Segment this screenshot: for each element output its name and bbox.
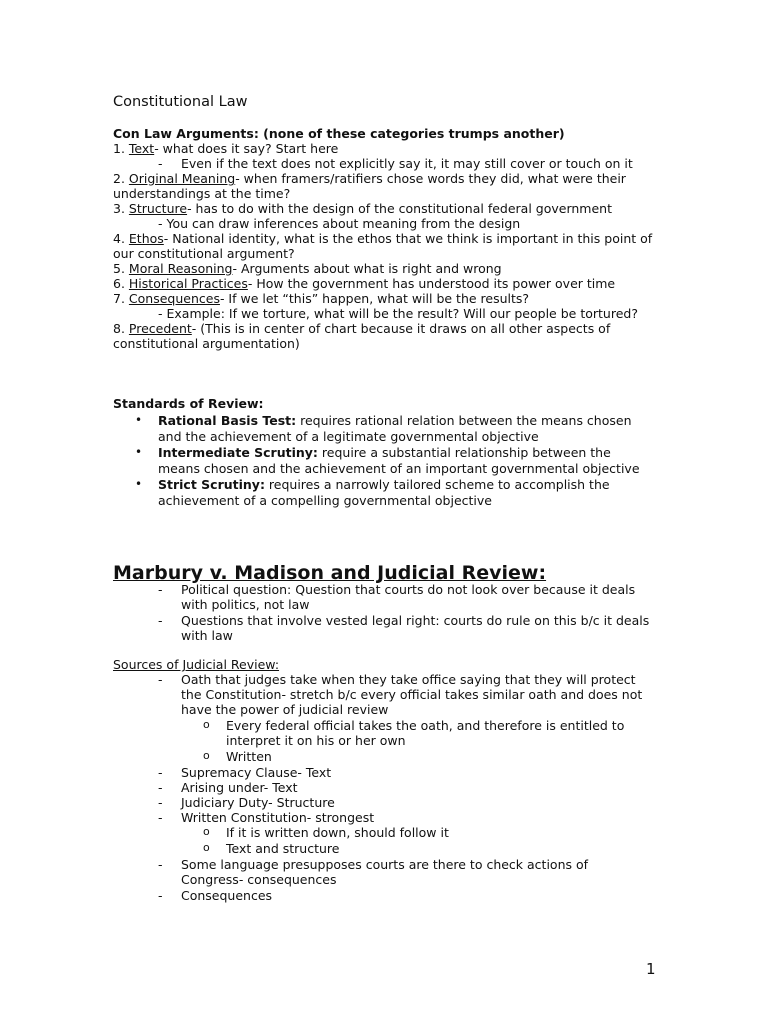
list-item: Judiciary Duty- Structure (181, 795, 335, 810)
circle-marker: o (203, 841, 210, 854)
page-number: 1 (646, 960, 656, 978)
page-title: Constitutional Law (113, 94, 248, 110)
argument-subitem: - Example: If we torture, what will be the result? Will our people be tortured? (158, 306, 638, 321)
list-item-continuation: with politics, not law (181, 597, 310, 612)
standard-continuation: and the achievement of a legitimate governmental objective (158, 429, 539, 444)
argument-item-structure: 3. Structure- has to do with the design of the constitutional federal government (113, 201, 612, 216)
dash-marker: - (158, 810, 163, 825)
sub-list-item-continuation: interpret it on his or her own (226, 733, 406, 748)
argument-item-moral-reasoning: 5. Moral Reasoning- Arguments about what is right and wrong (113, 261, 502, 276)
circle-marker: o (203, 749, 210, 762)
dash-marker: - (158, 888, 163, 903)
dash-marker: - (158, 857, 163, 872)
dash-marker: - (158, 672, 163, 687)
standard-term: Strict Scrutiny: (158, 477, 265, 492)
list-item-continuation: have the power of judicial review (181, 702, 389, 717)
standards-heading: Standards of Review: (113, 396, 264, 411)
argument-item-historical-practices: 6. Historical Practices- How the government has understood its power over time (113, 276, 616, 291)
standard-continuation: means chosen and the achievement of an important governmental objective (158, 461, 640, 476)
argument-item-consequences: 7. Consequences- If we let “this” happen, what will be the results? (113, 291, 530, 306)
sub-list-item: Written (226, 749, 272, 764)
argument-term: Original Meaning (128, 171, 236, 186)
arguments-heading: Con Law Arguments: (none of these categories trumps another) (113, 126, 565, 141)
dash-marker: - (158, 156, 163, 171)
sub-list-item: Text and structure (226, 841, 340, 856)
list-item: Oath that judges take when they take office saying that they will protect (181, 672, 636, 687)
argument-continuation: understandings at the time? (113, 186, 291, 201)
argument-subitem: Even if the text does not explicitly say it, it may still cover or touch on it (181, 156, 633, 171)
argument-item-text: 1. Text- what does it say? Start here (113, 141, 339, 156)
argument-item-original-meaning: 2. Original Meaning- when framers/ratifiers chose words they did, what were their (113, 171, 626, 186)
argument-continuation: constitutional argumentation) (113, 336, 300, 351)
list-item: Consequences (181, 888, 273, 903)
argument-term: Ethos (128, 231, 164, 246)
argument-item-ethos: 4. Ethos- National identity, what is the ethos that we think is important in this point of (113, 231, 653, 246)
argument-continuation: our constitutional argument? (113, 246, 295, 261)
list-item: Arising under- Text (181, 780, 298, 795)
dash-marker: - (158, 765, 163, 780)
dash-marker: - (158, 795, 163, 810)
list-item: Written Constitution- strongest (181, 810, 375, 825)
dash-marker: - (158, 613, 163, 628)
list-item: Some language presupposes courts are there to check actions of (181, 857, 589, 872)
standard-continuation: achievement of a compelling governmental objective (158, 493, 492, 508)
standard-term: Rational Basis Test: (158, 413, 297, 428)
dash-marker: - (158, 582, 163, 597)
list-item: Political question: Question that courts do not look over because it deals (181, 582, 636, 597)
section-heading-marbury: Marbury v. Madison and Judicial Review: (113, 562, 547, 584)
argument-term: Moral Reasoning (128, 261, 233, 276)
argument-subitem: - You can draw inferences about meaning from the design (158, 216, 521, 231)
list-item: Questions that involve vested legal right: courts do rule on this b/c it deals (181, 613, 650, 628)
bullet-marker: • (135, 413, 143, 427)
argument-term: Text (128, 141, 155, 156)
standard-term: Intermediate Scrutiny: (158, 445, 318, 460)
argument-term: Structure (128, 201, 188, 216)
circle-marker: o (203, 718, 210, 731)
standard-item-rational-basis: Rational Basis Test: requires rational relation between the means chosen (158, 413, 632, 428)
circle-marker: o (203, 825, 210, 838)
list-item-continuation: with law (181, 628, 233, 643)
dash-marker: - (158, 780, 163, 795)
bullet-marker: • (135, 477, 143, 491)
sub-list-item: Every federal official takes the oath, and therefore is entitled to (226, 718, 625, 733)
standard-item-strict: Strict Scrutiny: requires a narrowly tailored scheme to accomplish the (158, 477, 610, 492)
standard-item-intermediate: Intermediate Scrutiny: require a substantial relationship between the (158, 445, 611, 460)
list-item-continuation: Congress- consequences (181, 872, 337, 887)
argument-term: Consequences (128, 291, 220, 306)
list-item: Supremacy Clause- Text (181, 765, 332, 780)
sub-list-item: If it is written down, should follow it (226, 825, 449, 840)
bullet-marker: • (135, 445, 143, 459)
sources-heading: Sources of Judicial Review: (113, 657, 280, 672)
argument-term: Historical Practices (128, 276, 248, 291)
argument-item-precedent: 8. Precedent- (This is in center of chart because it draws on all other aspects of (113, 321, 611, 336)
argument-term: Precedent (128, 321, 192, 336)
list-item-continuation: the Constitution- stretch b/c every official takes similar oath and does not (181, 687, 643, 702)
